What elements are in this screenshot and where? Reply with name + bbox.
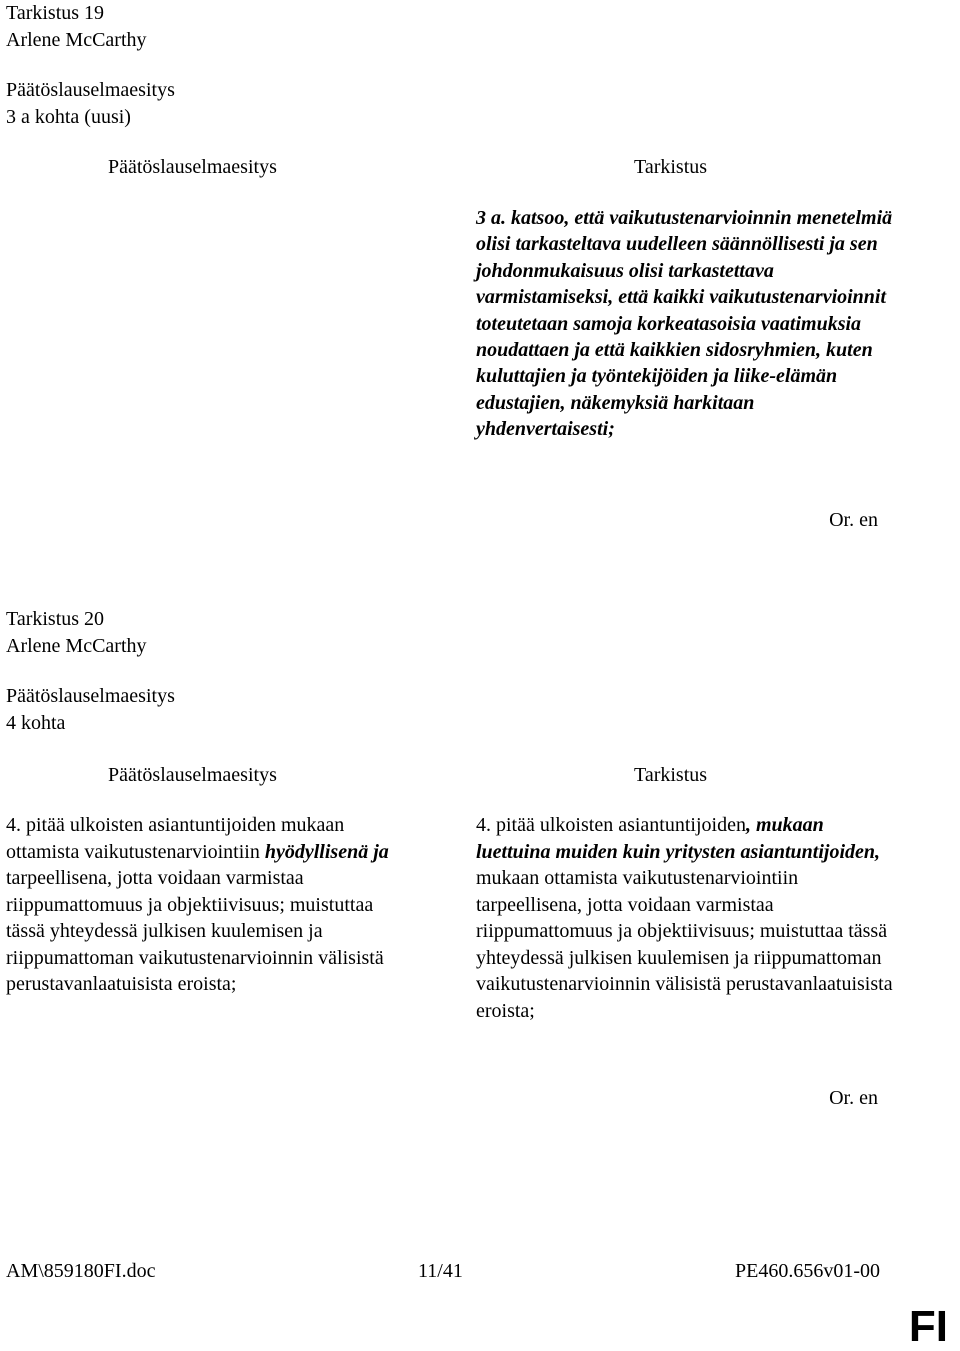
language-code: FI xyxy=(908,1302,948,1351)
amendment-text: 3 a. katsoo, että vaikutustenarvioinnin menetelmiä olisi tarkasteltava uudelleen säännöllisesti ja sen johdonmukaisuus olisi tarkastettava varmistamiseksi, että kaikki vaikutustenarvioinnit toteutetaan samoja korkeatasoisia vaatimuksia noudattaen ja että kaikkien sidosryhmien, kuten kuluttajien ja työntekijöiden ja liike-elämän edustajien, näkemyksiä harkitaan yhdenvertaisesti; xyxy=(476,207,893,441)
amendment-reference: 3 a kohta (uusi) xyxy=(6,105,131,128)
amendment-author: Arlene McCarthy xyxy=(6,28,147,51)
amendment-reference: 4 kohta xyxy=(6,711,66,734)
amendment-paragraph xyxy=(476,812,896,1024)
original-language: Or. en xyxy=(829,509,878,531)
added-text: , mukaan luettuina muiden kuin yritysten asiantuntijoiden, xyxy=(476,814,880,863)
motion-text-part: 4. pitää ulkoisten asiantuntijoiden mukaan ottamista vaikutustenarviointiin xyxy=(6,814,345,863)
motion-text-part: tarpeellisena, jotta voidaan varmistaa riippumattomuus ja objektiivisuus; muistuttaa tässä yhteydessä julkisen kuulemisen ja riippumattoman vaikutustenarvioinnin välisistä perustavanlaatuisista eroista; xyxy=(6,867,384,995)
page-number: 11/41 xyxy=(418,1260,463,1282)
motion-paragraph xyxy=(6,812,414,998)
pe-reference: PE460.656v01-00 xyxy=(735,1260,880,1282)
column-header-amendment: Tarkistus xyxy=(634,156,708,178)
amendment-number: Tarkistus 19 xyxy=(6,2,105,24)
amendment-text xyxy=(476,812,896,1024)
motion-text xyxy=(6,812,414,998)
amendment-20-header xyxy=(6,606,175,736)
column-header-motion: Päätöslauselmaesitys xyxy=(108,764,277,786)
document-reference: AM\859180FI.doc xyxy=(6,1260,156,1282)
column-header-motion: Päätöslauselmaesitys xyxy=(108,156,277,178)
amendment-number: Tarkistus 20 xyxy=(6,608,105,630)
column-header-amendment: Tarkistus xyxy=(634,764,708,786)
document-type: Päätöslauselmaesitys xyxy=(6,685,175,707)
amendment-19-text xyxy=(476,205,896,443)
deleted-text: hyödyllisenä ja xyxy=(264,840,389,863)
original-language: Or. en xyxy=(829,1087,878,1109)
amendment-text-part: mukaan ottamista vaikutustenarviointiin tarpeellisena, jotta voidaan varmistaa riippumattomuus ja objektiivisuus; muistuttaa tässä yhteydessä julkisen kuulemisen ja riippumattoman vaikutustenarvioinnin välisistä perustavanlaatuisista eroista; xyxy=(476,867,893,1022)
amendment-author: Arlene McCarthy xyxy=(6,634,147,657)
page-footer xyxy=(6,1258,880,1284)
document-type: Päätöslauselmaesitys xyxy=(6,79,175,101)
amendment-19-header xyxy=(6,0,175,130)
amendment-text-part: 4. pitää ulkoisten asiantuntijoiden xyxy=(476,814,746,836)
